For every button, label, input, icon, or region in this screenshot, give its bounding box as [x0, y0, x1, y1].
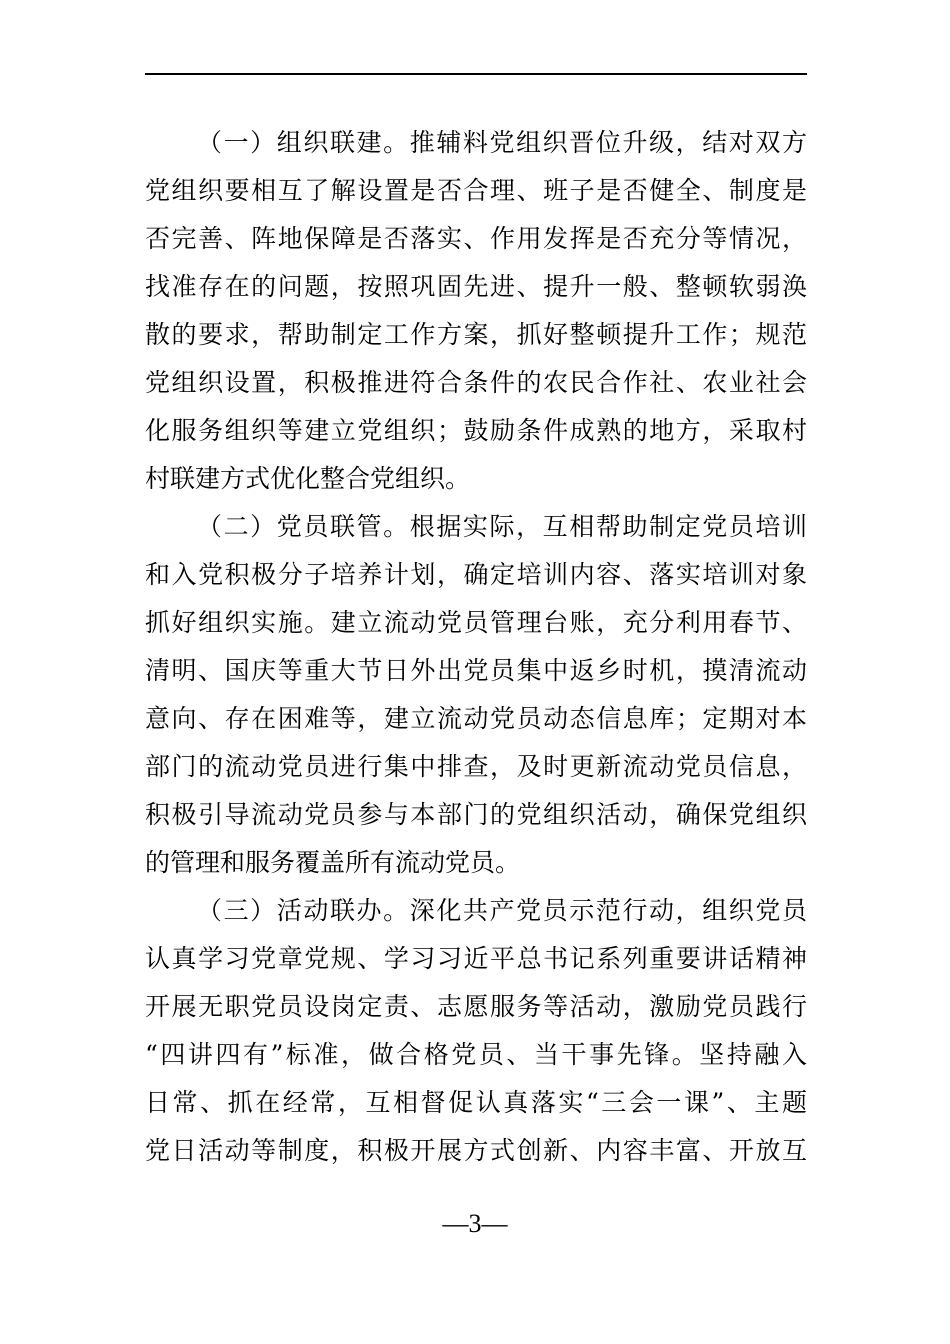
- page-number: —3—: [442, 1209, 508, 1238]
- paragraph-1-line-7: 化服务组织等建立党组织；鼓励条件成熟的地方，采取村: [145, 416, 807, 445]
- paragraph-1-line-1: （一）组织联建。推辅料党组织晋位升级，结对双方: [197, 128, 807, 157]
- paragraph-3-line-3: 开展无职党员设岗定责、志愿服务等活动，激励党员践行: [145, 992, 807, 1021]
- paragraph-1-line-2: 党组织要相互了解设置是否合理、班子是否健全、制度是: [145, 176, 807, 205]
- paragraph-1-line-4: 找准存在的问题，按照巩固先进、提升一般、整顿软弱涣: [145, 272, 807, 301]
- paragraph-2-line-3: 抓好组织实施。建立流动党员管理台账，充分利用春节、: [145, 608, 807, 637]
- paragraph-2-line-2: 和入党积极分子培养计划，确定培训内容、落实培训对象: [145, 560, 807, 589]
- paragraph-3-line-1: （三）活动联办。深化共产党员示范行动，组织党员: [197, 896, 807, 925]
- paragraph-2-line-4: 清明、国庆等重大节日外出党员集中返乡时机，摸清流动: [145, 656, 807, 685]
- paragraph-1-line-3: 否完善、阵地保障是否落实、作用发挥是否充分等情况，: [145, 224, 807, 253]
- paragraph-2-line-6: 部门的流动党员进行集中排查，及时更新流动党员信息，: [145, 752, 807, 781]
- paragraph-3-line-2: 认真学习党章党规、学习习近平总书记系列重要讲话精神: [145, 944, 807, 973]
- paragraph-3-line-6: 党日活动等制度，积极开展方式创新、内容丰富、开放互: [145, 1136, 807, 1165]
- paragraph-2-line-7: 积极引导流动党员参与本部门的党组织活动，确保党组织: [145, 800, 807, 829]
- paragraph-1-line-5: 散的要求，帮助制定工作方案，抓好整顿提升工作；规范: [145, 320, 807, 349]
- paragraph-2-line-5: 意向、存在困难等，建立流动党员动态信息库；定期对本: [145, 704, 807, 733]
- paragraph-1-line-6: 党组织设置，积极推进符合条件的农民合作社、农业社会: [145, 368, 807, 397]
- paragraph-2-line-1: （二）党员联管。根据实际，互相帮助制定党员培训: [197, 512, 807, 541]
- paragraph-1-line-8: 村联建方式优化整合党组织。: [145, 464, 471, 493]
- paragraph-3-line-4: “四讲四有”标准，做合格党员、当干事先锋。坚持融入: [145, 1040, 807, 1069]
- paragraph-2-line-8: 的管理和服务覆盖所有流动党员。: [145, 848, 521, 877]
- paragraph-3-line-5: 日常、抓在经常，互相督促认真落实“三会一课”、主题: [145, 1088, 807, 1117]
